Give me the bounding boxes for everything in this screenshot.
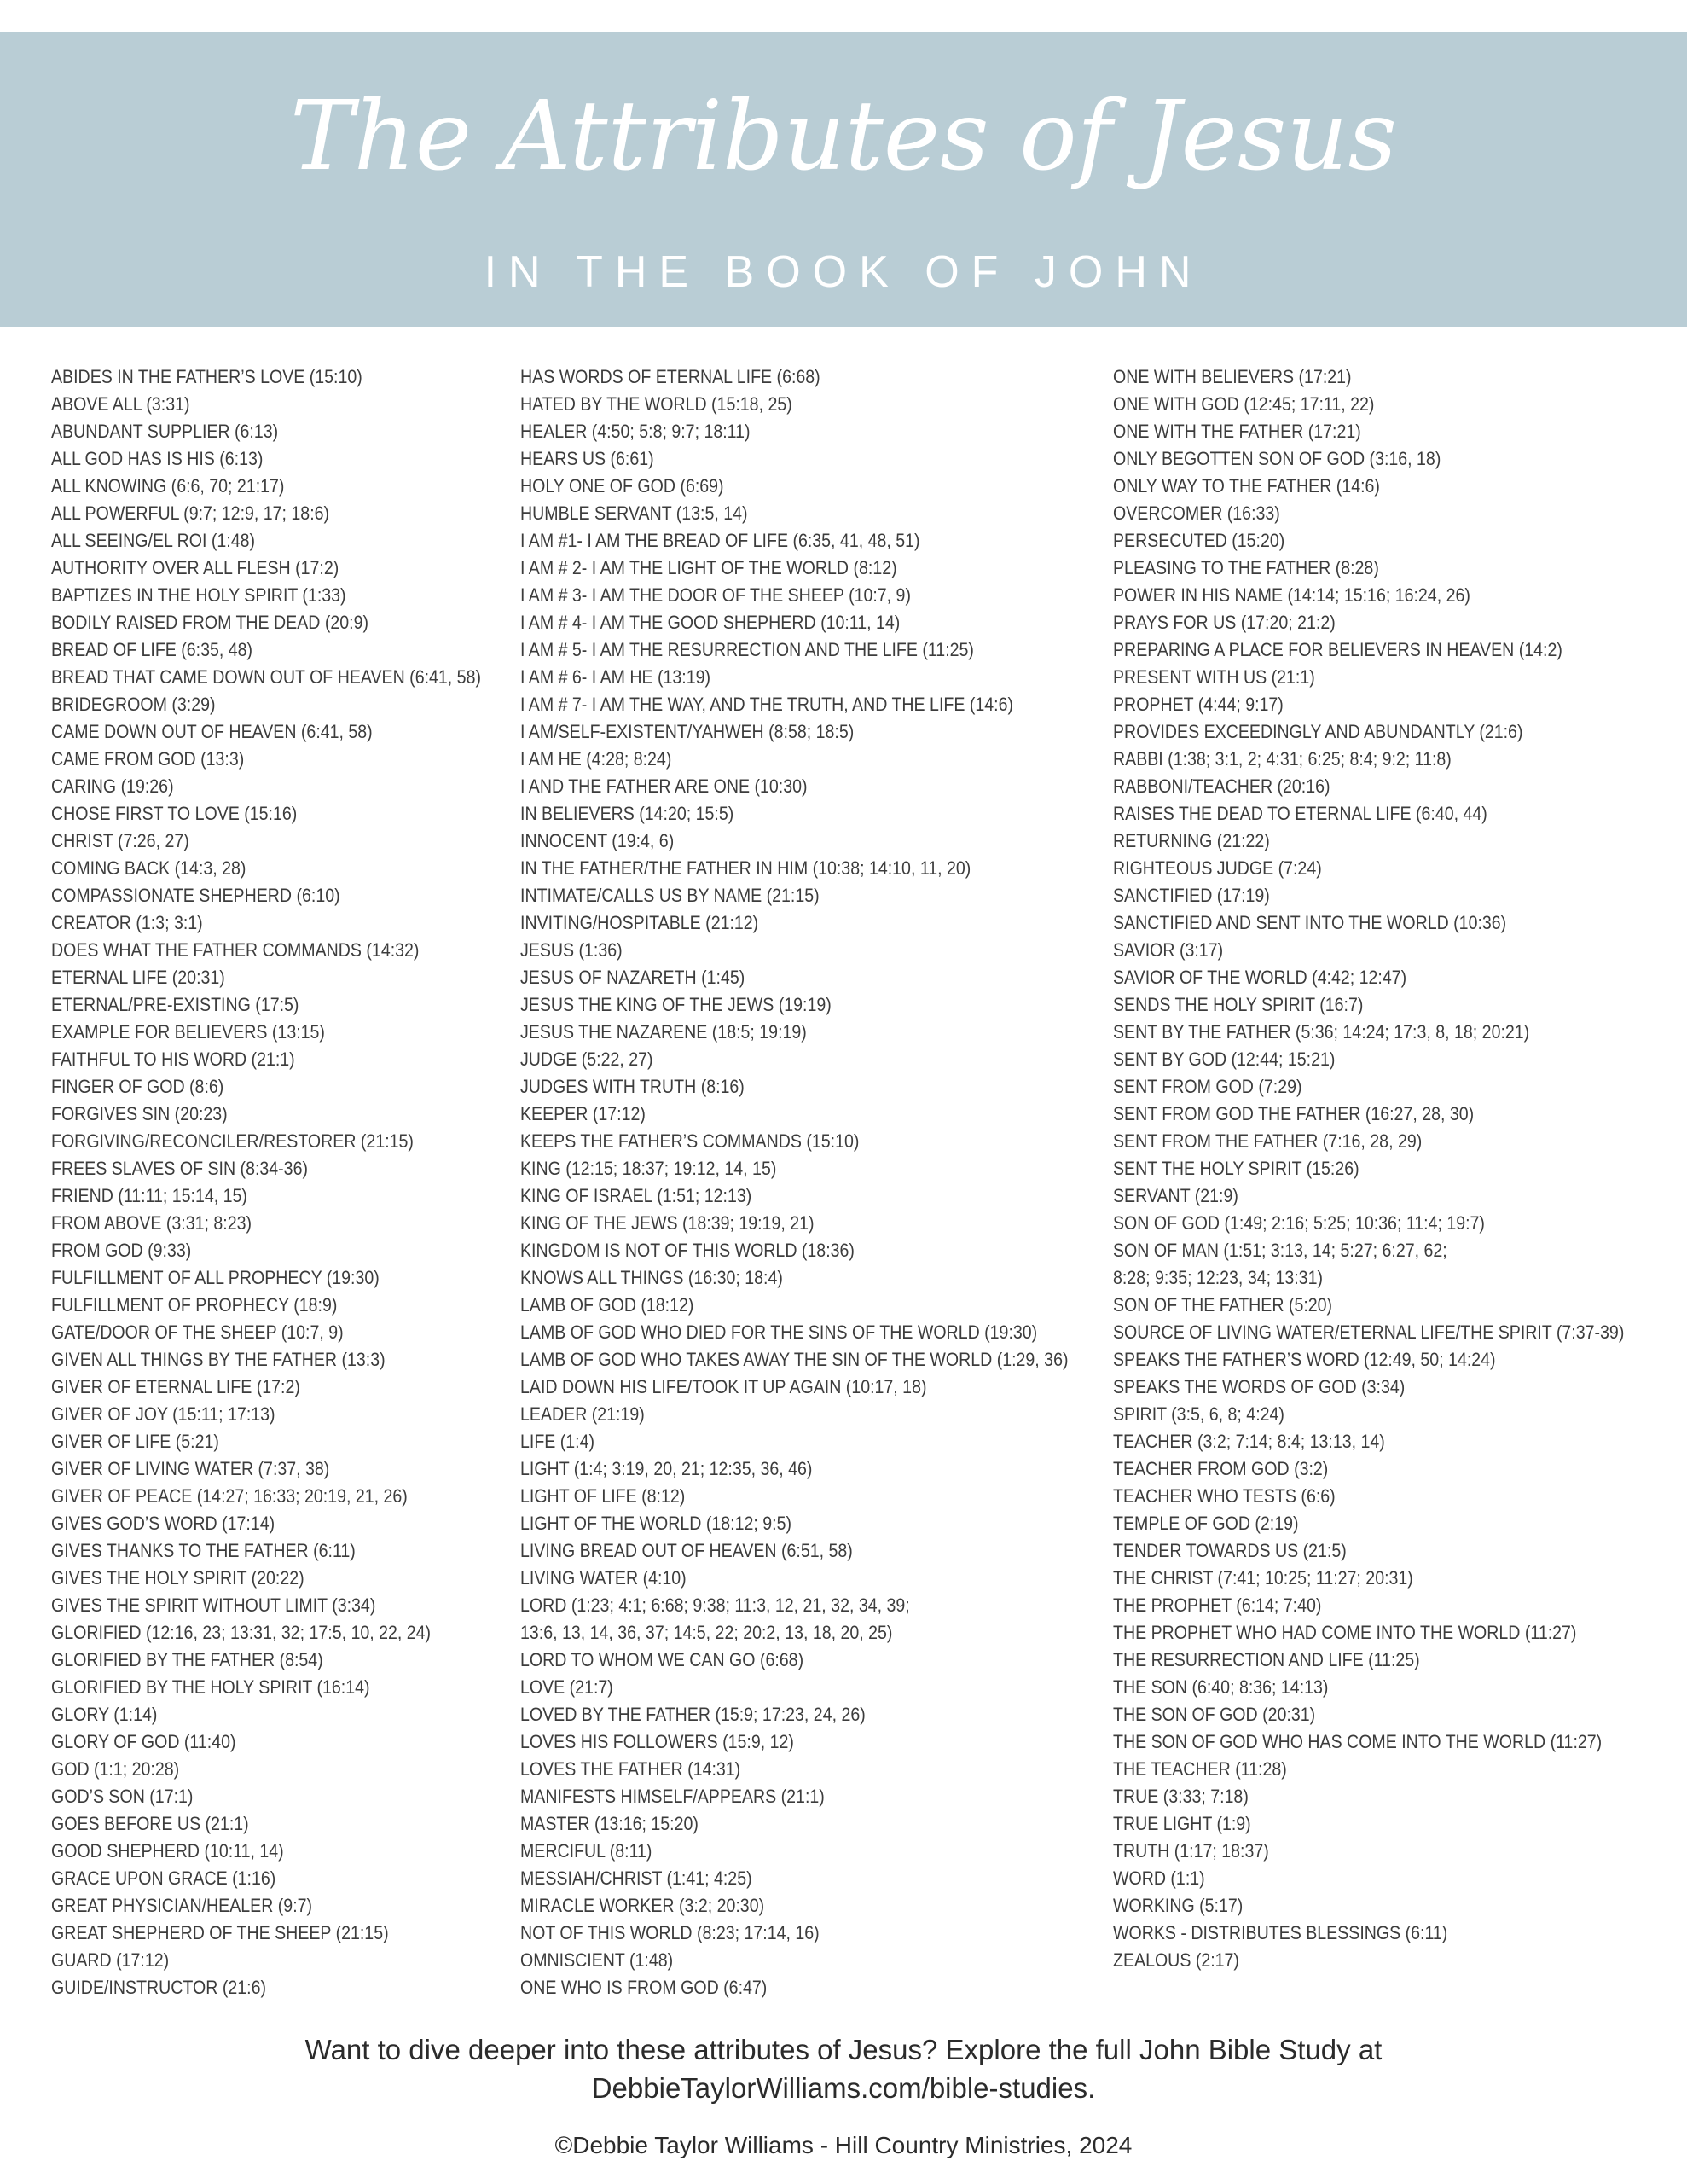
attribute-item: HEALER (4:50; 5:8; 9:7; 18:11) — [520, 421, 751, 442]
attribute-item: MIRACLE WORKER (3:2; 20:30) — [520, 1895, 765, 1916]
attribute-item: I AM # 6- I AM HE (13:19) — [520, 666, 711, 688]
attribute-item: GIVES THE HOLY SPIRIT (20:22) — [51, 1567, 304, 1589]
attribute-item: KEEPS THE FATHER’S COMMANDS (15:10) — [520, 1130, 860, 1152]
attribute-item: PERSECUTED (15:20) — [1113, 530, 1285, 551]
attribute-item: ETERNAL LIFE (20:31) — [51, 967, 225, 988]
attribute-item: ONLY BEGOTTEN SON OF GOD (3:16, 18) — [1113, 448, 1441, 469]
attribute-item: INTIMATE/CALLS US BY NAME (21:15) — [520, 885, 820, 906]
attribute-item: ABOVE ALL (3:31) — [51, 393, 190, 415]
attribute-item: ONE WITH THE FATHER (17:21) — [1113, 421, 1361, 442]
attribute-item: SENT THE HOLY SPIRIT (15:26) — [1113, 1158, 1359, 1179]
attribute-item: COMING BACK (14:3, 28) — [51, 857, 246, 879]
cta-text-line-1: Want to dive deeper into these attributes of Jesus? Explore the full John Bible Study at — [304, 2034, 1383, 2065]
attribute-item: THE RESURRECTION AND LIFE (11:25) — [1113, 1649, 1420, 1670]
attribute-item: AUTHORITY OVER ALL FLESH (17:2) — [51, 557, 339, 578]
attribute-item: WORD (1:1) — [1113, 1867, 1205, 1889]
attribute-item: LIGHT OF LIFE (8:12) — [520, 1485, 686, 1507]
attribute-item: GOD’S SON (17:1) — [51, 1786, 194, 1807]
attribute-item: I AM #1- I AM THE BREAD OF LIFE (6:35, 41, 48, 51) — [520, 530, 920, 551]
attribute-item: GLORY (1:14) — [51, 1704, 158, 1725]
attribute-item: GUIDE/INSTRUCTOR (21:6) — [51, 1977, 266, 1998]
attribute-item: LOVE (21:7) — [520, 1676, 613, 1698]
attribute-item: SON OF GOD (1:49; 2:16; 5:25; 10:36; 11:4; 19:7) — [1113, 1212, 1485, 1234]
attribute-item: FORGIVING/RECONCILER/RESTORER (21:15) — [51, 1130, 414, 1152]
attribute-item: GATE/DOOR OF THE SHEEP (10:7, 9) — [51, 1321, 344, 1343]
attribute-item: THE SON (6:40; 8:36; 14:13) — [1113, 1676, 1329, 1698]
attribute-item: GIVEN ALL THINGS BY THE FATHER (13:3) — [51, 1349, 386, 1370]
attribute-item: INNOCENT (19:4, 6) — [520, 830, 675, 851]
attribute-item: GLORY OF GOD (11:40) — [51, 1731, 236, 1752]
attribute-item: LIGHT OF THE WORLD (18:12; 9:5) — [520, 1513, 791, 1534]
attribute-item: PROPHET (4:44; 9:17) — [1113, 694, 1284, 715]
attribute-item: MERCIFUL (8:11) — [520, 1840, 652, 1862]
attribute-item: SENDS THE HOLY SPIRIT (16:7) — [1113, 994, 1364, 1015]
attribute-item: GOOD SHEPHERD (10:11, 14) — [51, 1840, 284, 1862]
attribute-item: GIVES GOD’S WORD (17:14) — [51, 1513, 275, 1534]
attribute-item: JESUS OF NAZARETH (1:45) — [520, 967, 745, 988]
attribute-item: KING OF THE JEWS (18:39; 19:19, 21) — [520, 1212, 815, 1234]
attribute-item: FROM GOD (9:33) — [51, 1240, 192, 1261]
attribute-item: GIVES THE SPIRIT WITHOUT LIMIT (3:34) — [51, 1594, 376, 1616]
attribute-item: I AND THE FATHER ARE ONE (10:30) — [520, 775, 808, 797]
attribute-item: TEACHER (3:2; 7:14; 8:4; 13:13, 14) — [1113, 1431, 1385, 1452]
attribute-item: SENT BY THE FATHER (5:36; 14:24; 17:3, 8, 18; 20:21) — [1113, 1021, 1530, 1043]
attribute-item: SON OF THE FATHER (5:20) — [1113, 1294, 1333, 1316]
attribute-item: RAISES THE DEAD TO ETERNAL LIFE (6:40, 44) — [1113, 803, 1487, 824]
attribute-item: PRESENT WITH US (21:1) — [1113, 666, 1315, 688]
attribute-item: PLEASING TO THE FATHER (8:28) — [1113, 557, 1379, 578]
attribute-item: KINGDOM IS NOT OF THIS WORLD (18:36) — [520, 1240, 855, 1261]
attribute-item: GLORIFIED (12:16, 23; 13:31, 32; 17:5, 10, 22, 24) — [51, 1622, 432, 1643]
attribute-item: 8:28; 9:35; 12:23, 34; 13:31) — [1113, 1267, 1323, 1288]
attribute-item: TRUTH (1:17; 18:37) — [1113, 1840, 1269, 1862]
attribute-item: FULFILLMENT OF PROPHECY (18:9) — [51, 1294, 338, 1316]
attribute-item: I AM # 5- I AM THE RESURRECTION AND THE LIFE (11:25) — [520, 639, 974, 660]
attribute-item: BREAD OF LIFE (6:35, 48) — [51, 639, 253, 660]
attribute-item: LORD (1:23; 4:1; 6:68; 9:38; 11:3, 12, 21, 32, 34, 39; — [520, 1594, 910, 1616]
attribute-item: JUDGES WITH TRUTH (8:16) — [520, 1076, 745, 1097]
attribute-item: BODILY RAISED FROM THE DEAD (20:9) — [51, 612, 369, 633]
attributes-column-3 — [1113, 363, 1624, 1974]
attribute-item: SENT BY GOD (12:44; 15:21) — [1113, 1048, 1336, 1070]
attribute-item: WORKS - DISTRIBUTES BLESSINGS (6:11) — [1113, 1922, 1448, 1943]
attribute-item: THE PROPHET WHO HAD COME INTO THE WORLD (11:27) — [1113, 1622, 1577, 1643]
attribute-item: BRIDEGROOM (3:29) — [51, 694, 216, 715]
attribute-item: KEEPER (17:12) — [520, 1103, 646, 1124]
attribute-item: LAMB OF GOD (18:12) — [520, 1294, 694, 1316]
attribute-item: GOES BEFORE US (21:1) — [51, 1813, 249, 1834]
attribute-item: THE PROPHET (6:14; 7:40) — [1113, 1594, 1322, 1616]
attribute-item: FREES SLAVES OF SIN (8:34-36) — [51, 1158, 308, 1179]
attribute-item: ALL SEEING/EL ROI (1:48) — [51, 530, 255, 551]
attribute-item: LEADER (21:19) — [520, 1403, 645, 1425]
attribute-item: LIFE (1:4) — [520, 1431, 595, 1452]
attribute-item: HATED BY THE WORLD (15:18, 25) — [520, 393, 792, 415]
attribute-item: GREAT SHEPHERD OF THE SHEEP (21:15) — [51, 1922, 389, 1943]
attribute-item: LOVED BY THE FATHER (15:9; 17:23, 24, 26) — [520, 1704, 866, 1725]
attribute-item: MESSIAH/CHRIST (1:41; 4:25) — [520, 1867, 752, 1889]
attribute-item: THE SON OF GOD (20:31) — [1113, 1704, 1316, 1725]
attribute-item: GIVER OF ETERNAL LIFE (17:2) — [51, 1376, 300, 1397]
attribute-item: EXAMPLE FOR BELIEVERS (13:15) — [51, 1021, 325, 1043]
attribute-item: LIVING WATER (4:10) — [520, 1567, 687, 1589]
attribute-item: LAMB OF GOD WHO DIED FOR THE SINS OF THE WORLD (19:30) — [520, 1321, 1038, 1343]
attribute-item: IN BELIEVERS (14:20; 15:5) — [520, 803, 734, 824]
copyright-notice: ©Debbie Taylor Williams - Hill Country Ministries, 2024 — [554, 2132, 1133, 2158]
attribute-item: SAVIOR (3:17) — [1113, 939, 1224, 961]
attribute-item: GLORIFIED BY THE FATHER (8:54) — [51, 1649, 323, 1670]
attribute-item: SENT FROM THE FATHER (7:16, 28, 29) — [1113, 1130, 1423, 1152]
attribute-item: ETERNAL/PRE-EXISTING (17:5) — [51, 994, 299, 1015]
attribute-item: POWER IN HIS NAME (14:14; 15:16; 16:24, 26) — [1113, 584, 1470, 606]
attribute-item: LORD TO WHOM WE CAN GO (6:68) — [520, 1649, 804, 1670]
attribute-item: TENDER TOWARDS US (21:5) — [1113, 1540, 1347, 1561]
attribute-item: JESUS THE KING OF THE JEWS (19:19) — [520, 994, 832, 1015]
attribute-item: SENT FROM GOD THE FATHER (16:27, 28, 30) — [1113, 1103, 1475, 1124]
attribute-item: LIVING BREAD OUT OF HEAVEN (6:51, 58) — [520, 1540, 853, 1561]
attribute-item: GLORIFIED BY THE HOLY SPIRIT (16:14) — [51, 1676, 370, 1698]
attribute-item: LAID DOWN HIS LIFE/TOOK IT UP AGAIN (10:17, 18) — [520, 1376, 927, 1397]
attribute-item: GREAT PHYSICIAN/HEALER (9:7) — [51, 1895, 313, 1916]
attribute-item: SERVANT (21:9) — [1113, 1185, 1238, 1206]
attribute-item: PRAYS FOR US (17:20; 21:2) — [1113, 612, 1336, 633]
attribute-item: GIVER OF LIFE (5:21) — [51, 1431, 219, 1452]
attribute-item: FINGER OF GOD (8:6) — [51, 1076, 224, 1097]
attribute-item: GRACE UPON GRACE (1:16) — [51, 1867, 276, 1889]
attribute-item: ONE WITH BELIEVERS (17:21) — [1113, 366, 1352, 387]
attribute-item: ALL POWERFUL (9:7; 12:9, 17; 18:6) — [51, 502, 330, 524]
attribute-item: OMNISCIENT (1:48) — [520, 1949, 674, 1971]
attribute-item: I AM # 4- I AM THE GOOD SHEPHERD (10:11, 14) — [520, 612, 901, 633]
attribute-item: PROVIDES EXCEEDINGLY AND ABUNDANTLY (21:6) — [1113, 721, 1523, 742]
attribute-item: MANIFESTS HIMSELF/APPEARS (21:1) — [520, 1786, 825, 1807]
attribute-item: RETURNING (21:22) — [1113, 830, 1270, 851]
attribute-item: CREATOR (1:3; 3:1) — [51, 912, 203, 933]
attribute-item: 13:6, 13, 14, 36, 37; 14:5, 22; 20:2, 13, 18, 20, 25) — [520, 1622, 893, 1643]
attribute-item: KNOWS ALL THINGS (16:30; 18:4) — [520, 1267, 783, 1288]
attribute-item: CAME DOWN OUT OF HEAVEN (6:41, 58) — [51, 721, 373, 742]
attribute-item: NOT OF THIS WORLD (8:23; 17:14, 16) — [520, 1922, 820, 1943]
attribute-item: ONE WHO IS FROM GOD (6:47) — [520, 1977, 768, 1998]
attributes-column-1 — [51, 363, 481, 2001]
attribute-item: ALL GOD HAS IS HIS (6:13) — [51, 448, 264, 469]
attribute-item: COMPASSIONATE SHEPHERD (6:10) — [51, 885, 340, 906]
attribute-item: ABIDES IN THE FATHER’S LOVE (15:10) — [51, 366, 362, 387]
attribute-item: ABUNDANT SUPPLIER (6:13) — [51, 421, 279, 442]
attribute-item: RABBI (1:38; 3:1, 2; 4:31; 6:25; 8:4; 9:2; 11:8) — [1113, 748, 1452, 770]
attribute-item: JESUS (1:36) — [520, 939, 623, 961]
attribute-item: GUARD (17:12) — [51, 1949, 170, 1971]
attribute-item: BREAD THAT CAME DOWN OUT OF HEAVEN (6:41, 58) — [51, 666, 481, 688]
attribute-item: FORGIVES SIN (20:23) — [51, 1103, 228, 1124]
attribute-item: THE SON OF GOD WHO HAS COME INTO THE WORLD (11:27) — [1113, 1731, 1603, 1752]
attribute-item: FRIEND (11:11; 15:14, 15) — [51, 1185, 247, 1206]
attribute-item: TEMPLE OF GOD (2:19) — [1113, 1513, 1299, 1534]
attributes-list — [0, 363, 1687, 2018]
attribute-item: MASTER (13:16; 15:20) — [520, 1813, 699, 1834]
attribute-item: CHRIST (7:26, 27) — [51, 830, 189, 851]
attribute-item: GIVES THANKS TO THE FATHER (6:11) — [51, 1540, 356, 1561]
attribute-item: KING OF ISRAEL (1:51; 12:13) — [520, 1185, 752, 1206]
page-title: The Attributes of Jesus — [290, 81, 1397, 192]
attribute-item: DOES WHAT THE FATHER COMMANDS (14:32) — [51, 939, 420, 961]
attribute-item: TRUE LIGHT (1:9) — [1113, 1813, 1251, 1834]
attribute-item: GIVER OF LIVING WATER (7:37, 38) — [51, 1458, 330, 1479]
attribute-item: FAITHFUL TO HIS WORD (21:1) — [51, 1048, 295, 1070]
attribute-item: LAMB OF GOD WHO TAKES AWAY THE SIN OF THE WORLD (1:29, 36) — [520, 1349, 1069, 1370]
attribute-item: JUDGE (5:22, 27) — [520, 1048, 653, 1070]
attribute-item: RIGHTEOUS JUDGE (7:24) — [1113, 857, 1322, 879]
attribute-item: SPEAKS THE WORDS OF GOD (3:34) — [1113, 1376, 1406, 1397]
attribute-item: KING (12:15; 18:37; 19:12, 14, 15) — [520, 1158, 777, 1179]
attribute-item: SENT FROM GOD (7:29) — [1113, 1076, 1302, 1097]
attribute-item: OVERCOMER (16:33) — [1113, 502, 1280, 524]
attribute-item: TRUE (3:33; 7:18) — [1113, 1786, 1249, 1807]
attribute-item: I AM # 3- I AM THE DOOR OF THE SHEEP (10:7, 9) — [520, 584, 911, 606]
attribute-item: SANCTIFIED AND SENT INTO THE WORLD (10:36) — [1113, 912, 1507, 933]
header-banner — [0, 32, 1687, 327]
attribute-item: PREPARING A PLACE FOR BELIEVERS IN HEAVEN (14:2) — [1113, 639, 1562, 660]
attribute-item: RABBONI/TEACHER (20:16) — [1113, 775, 1330, 797]
attribute-item: HUMBLE SERVANT (13:5, 14) — [520, 502, 748, 524]
attribute-item: CHOSE FIRST TO LOVE (15:16) — [51, 803, 298, 824]
attribute-item: JESUS THE NAZARENE (18:5; 19:19) — [520, 1021, 807, 1043]
attribute-item: GIVER OF JOY (15:11; 17:13) — [51, 1403, 275, 1425]
attribute-item: TEACHER WHO TESTS (6:6) — [1113, 1485, 1336, 1507]
attribute-item: LIGHT (1:4; 3:19, 20, 21; 12:35, 36, 46) — [520, 1458, 813, 1479]
attribute-item: GIVER OF PEACE (14:27; 16:33; 20:19, 21, 26) — [51, 1485, 408, 1507]
attribute-item: TEACHER FROM GOD (3:2) — [1113, 1458, 1329, 1479]
attribute-item: HOLY ONE OF GOD (6:69) — [520, 475, 724, 497]
attribute-item: BAPTIZES IN THE HOLY SPIRIT (1:33) — [51, 584, 346, 606]
attribute-item: ZEALOUS (2:17) — [1113, 1949, 1239, 1971]
attribute-item: SANCTIFIED (17:19) — [1113, 885, 1270, 906]
attribute-item: IN THE FATHER/THE FATHER IN HIM (10:38; 14:10, 11, 20) — [520, 857, 971, 879]
attribute-item: I AM # 2- I AM THE LIGHT OF THE WORLD (8:12) — [520, 557, 897, 578]
attribute-item: HEARS US (6:61) — [520, 448, 654, 469]
attribute-item: FROM ABOVE (3:31; 8:23) — [51, 1212, 252, 1234]
attribute-item: GOD (1:1; 20:28) — [51, 1758, 180, 1780]
attribute-item: ONLY WAY TO THE FATHER (14:6) — [1113, 475, 1380, 497]
attribute-item: I AM/SELF-EXISTENT/YAHWEH (8:58; 18:5) — [520, 721, 855, 742]
attribute-item: WORKING (5:17) — [1113, 1895, 1244, 1916]
attribute-item: SAVIOR OF THE WORLD (4:42; 12:47) — [1113, 967, 1407, 988]
attribute-item: LOVES HIS FOLLOWERS (15:9, 12) — [520, 1731, 794, 1752]
attribute-item: SPEAKS THE FATHER’S WORD (12:49, 50; 14:24) — [1113, 1349, 1496, 1370]
attribute-item: LOVES THE FATHER (14:31) — [520, 1758, 741, 1780]
cta-website-link: DebbieTaylorWilliams.com/bible-studies. — [591, 2072, 1096, 2104]
attribute-item: SPIRIT (3:5, 6, 8; 4:24) — [1113, 1403, 1284, 1425]
attribute-item: CARING (19:26) — [51, 775, 174, 797]
attribute-item: CAME FROM GOD (13:3) — [51, 748, 245, 770]
page-subtitle: IN THE BOOK OF JOHN — [484, 247, 1203, 297]
attribute-item: ONE WITH GOD (12:45; 17:11, 22) — [1113, 393, 1375, 415]
attribute-item: FULFILLMENT OF ALL PROPHECY (19:30) — [51, 1267, 380, 1288]
attribute-item: INVITING/HOSPITABLE (21:12) — [520, 912, 759, 933]
attributes-column-2 — [520, 363, 1068, 2001]
attribute-item: THE CHRIST (7:41; 10:25; 11:27; 20:31) — [1113, 1567, 1413, 1589]
attribute-item: I AM # 7- I AM THE WAY, AND THE TRUTH, AND THE LIFE (14:6) — [520, 694, 1013, 715]
attribute-item: ALL KNOWING (6:6, 70; 21:17) — [51, 475, 285, 497]
attribute-item: SON OF MAN (1:51; 3:13, 14; 5:27; 6:27, 62; — [1113, 1240, 1447, 1261]
attribute-item: THE TEACHER (11:28) — [1113, 1758, 1287, 1780]
attribute-item: SOURCE OF LIVING WATER/ETERNAL LIFE/THE SPIRIT (7:37-39) — [1113, 1321, 1625, 1343]
attribute-item: HAS WORDS OF ETERNAL LIFE (6:68) — [520, 366, 820, 387]
attribute-item: I AM HE (4:28; 8:24) — [520, 748, 672, 770]
